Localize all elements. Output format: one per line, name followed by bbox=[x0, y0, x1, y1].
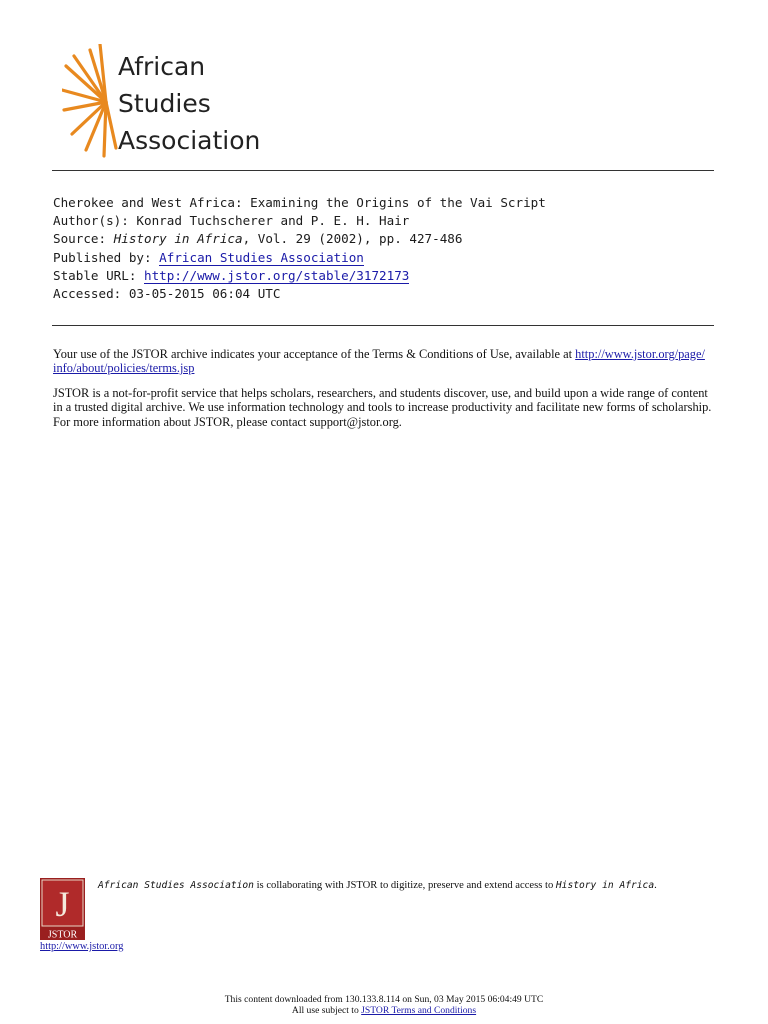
terms-paragraph bbox=[53, 347, 718, 376]
collab-publisher: African Studies Association bbox=[98, 880, 254, 891]
authors-label: Author(s): bbox=[53, 213, 129, 229]
download-notice bbox=[0, 994, 768, 1016]
jstor-info-paragraph bbox=[53, 386, 718, 429]
jstor-info-line2: in a trusted digital archive. We use information technology and tools to increase productivity and facilitate new forms of scholarship. bbox=[53, 400, 712, 415]
logo-line-studies: Studies bbox=[118, 89, 211, 118]
source-details: , Vol. 29 (2002), pp. 427-486 bbox=[242, 231, 463, 247]
collab-text: is collaborating with JSTOR to digitize, preserve and extend access to bbox=[253, 880, 556, 891]
collaboration-statement bbox=[98, 880, 657, 891]
publisher-logo bbox=[62, 40, 282, 160]
jstor-info-line3: For more information about JSTOR, please contact support@jstor.org. bbox=[53, 414, 402, 429]
jstor-logo[interactable] bbox=[40, 878, 85, 940]
collab-journal: History in Africa bbox=[555, 880, 655, 891]
jstor-home-link[interactable]: http://www.jstor.org bbox=[40, 941, 124, 952]
jstor-logo-j-icon: J bbox=[55, 884, 70, 924]
publisher-link[interactable]: African Studies Association bbox=[159, 249, 364, 265]
logo-line-african: African bbox=[118, 52, 206, 81]
publisher-logo-text bbox=[118, 48, 260, 159]
sunburst-icon bbox=[62, 44, 122, 162]
authors-value: Konrad Tuchscherer and P. E. H. Hair bbox=[136, 213, 410, 229]
download-line: This content downloaded from 130.133.8.114 on Sun, 03 May 2015 06:04:49 UTC bbox=[224, 994, 544, 1005]
logo-line-association: Association bbox=[118, 126, 261, 155]
terms-subject-line bbox=[0, 1005, 768, 1016]
publisher-line bbox=[53, 249, 546, 267]
stable-url-label: Stable URL: bbox=[53, 267, 137, 283]
authors-line bbox=[53, 212, 546, 230]
source-journal: History in Africa bbox=[113, 231, 243, 247]
stable-url-line bbox=[53, 267, 546, 285]
collab-end: . bbox=[654, 880, 657, 891]
top-divider bbox=[52, 170, 714, 171]
citation-block bbox=[53, 194, 546, 303]
stable-url-link[interactable]: http://www.jstor.org/stable/3172173 bbox=[144, 267, 410, 283]
jstor-info-line1: JSTOR is a not-for-profit service that helps scholars, researchers, and students discover, use, and build upon a wide range of content bbox=[53, 385, 708, 400]
bottom-divider bbox=[52, 325, 714, 326]
terms-link-part1[interactable]: http://www.jstor.org/page/ bbox=[575, 347, 705, 361]
terms-text: Your use of the JSTOR archive indicates your acceptance of the Terms & Conditions of Use, available at bbox=[53, 347, 576, 361]
published-label: Published by: bbox=[53, 249, 152, 265]
terms-block bbox=[53, 347, 718, 439]
terms-link-part2[interactable]: info/about/policies/terms.jsp bbox=[53, 361, 195, 376]
source-line bbox=[53, 230, 546, 248]
article-title: Cherokee and West Africa: Examining the Origins of the Vai Script bbox=[53, 195, 546, 210]
source-label: Source: bbox=[53, 231, 107, 247]
jstor-terms-link[interactable]: JSTOR Terms and Conditions bbox=[361, 1005, 477, 1016]
terms-subject-prefix: All use subject to bbox=[291, 1005, 362, 1016]
accessed-line: Accessed: 03-05-2015 06:04 UTC bbox=[53, 286, 281, 302]
jstor-logo-text: JSTOR bbox=[47, 929, 78, 940]
